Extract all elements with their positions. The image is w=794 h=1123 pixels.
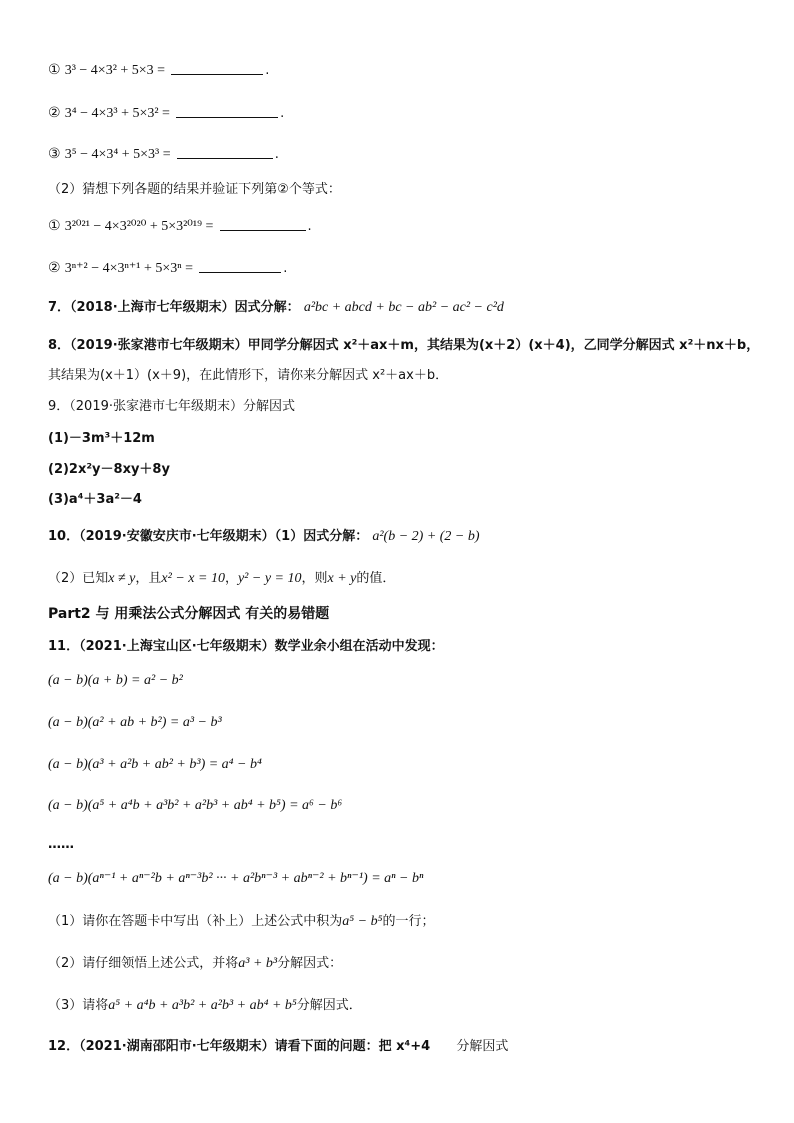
answer-blank[interactable] [199,259,281,273]
q10-label: 10．（2019·安徽安庆市·七年级期末）（1）因式分解： [48,529,369,544]
q11-sub-3 [48,996,362,1016]
q6-item-1 [48,60,269,81]
period: . [283,261,288,276]
text: （1）请你在答题卡中写出（补上）上述公式中积为 [48,914,343,929]
math: a³ + b³ [238,956,278,971]
text: （2）请仔细领悟上述公式，并将 [48,956,239,971]
q6-part2-item-2 [48,258,287,279]
q12-label: 12．（2021·湖南邵阳市·七年级期末）请看下面的问题：把 x⁴+4 [48,1039,431,1054]
formula-3: (a − b)(a³ + a²b + ab² + b³) = a⁴ − b⁴ [48,757,262,772]
q8-line-1 [48,336,759,356]
q11-label [48,637,444,657]
expression: 3²⁰²¹ − 4×3²⁰²⁰ + 5×3²⁰¹⁹ = [64,219,214,234]
formula-1: (a − b)(a + b) = a² − b² [48,673,183,688]
text: ， [224,571,238,586]
marker: ② [48,260,61,276]
q8-line-2 [48,366,448,386]
marker: ③ [48,146,61,162]
q10-part-2 [48,569,395,589]
answer-blank[interactable] [171,61,263,75]
q11-sub-2 [48,954,342,974]
text: ，则 [301,571,328,586]
q7-label: 7．（2018·上海市七年级期末）因式分解： [48,300,300,315]
q7-expression: a²bc + abcd + bc − ab² − ac² − c²d [303,300,504,315]
formula-2: (a − b)(a² + ab + b²) = a³ − b³ [48,715,222,730]
math: a⁵ − b⁵ [342,914,383,929]
formula-4: (a − b)(a⁵ + a⁴b + a³b² + a²b³ + ab⁴ + b⁵) = a⁶ − b⁶ [48,798,343,813]
q6-part2-item-1 [48,216,312,237]
question-10 [48,527,480,547]
marker: ① [48,62,61,78]
q6-item-2 [48,103,284,124]
q6-part2-intro: （2）猜想下列各题的结果并验证下列第②个等式： [48,182,341,197]
answer-blank[interactable] [177,145,273,159]
math: y² − y = 10 [237,571,302,586]
text: 分解因式： [277,956,343,971]
math: x ≠ y [108,571,136,586]
text: 的一行； [382,914,435,929]
period: . [280,106,285,121]
period: . [265,63,270,78]
expression: 3⁴ − 4×3³ + 5×3² = [64,106,170,121]
text: 分解因式． [296,998,362,1013]
expression: 3³ − 4×3² + 5×3 = [64,63,166,78]
q10-expression: a²(b − 2) + (2 − b) [372,529,480,544]
question-12 [48,1037,508,1057]
q12-tail: 分解因式 [456,1039,509,1054]
ellipsis: …… [48,837,74,852]
answer-blank[interactable] [176,104,278,118]
q11-text: 11．（2021·上海宝山区·七年级期末）数学业余小组在活动中发现： [48,639,444,654]
text: （2）已知 [48,571,109,586]
section-heading: Part2 与 用乘法公式分解因式 有关的易错题 [48,606,330,622]
text: ，且 [135,571,162,586]
marker: ① [48,218,61,234]
answer-blank[interactable] [220,217,306,231]
q8-text: 8．（2019·张家港市七年级期末）甲同学分解因式 x²＋ax＋m，其结果为(x＋2）(x＋4)，乙同学分解因式 x²＋nx＋b， [48,338,760,353]
text: 的值． [356,571,396,586]
math: x² − x = 10 [161,571,225,586]
text: （3）请将 [48,998,109,1013]
q8-text-cont: 其结果为(x＋1）(x＋9)，在此情形下，请你来分解因式 x²＋ax＋b． [48,368,449,383]
q11-sub-1 [48,912,434,932]
q9-label: 9．（2019·张家港市七年级期末）分解因式 [48,399,295,414]
q9-item-1: (1)－3m³＋12m [48,431,155,446]
q9-item-2: (2)2x²y－8xy＋8y [48,462,170,477]
question-7 [48,298,504,318]
math: x + y [327,571,357,586]
q9-item-3: (3)a⁴＋3a²－4 [48,492,142,507]
marker: ② [48,105,61,121]
expression: 3⁵ − 4×3⁴ + 5×3³ = [64,147,171,162]
expression: 3ⁿ⁺² − 4×3ⁿ⁺¹ + 5×3ⁿ = [64,261,194,276]
period: . [307,219,312,234]
q6-item-3 [48,144,279,165]
period: . [274,147,279,162]
math: a⁵ + a⁴b + a³b² + a²b³ + ab⁴ + b⁵ [108,998,297,1013]
formula-general: (a − b)(aⁿ⁻¹ + aⁿ⁻²b + aⁿ⁻³b² ··· + a²bⁿ⁻³ + abⁿ⁻² + bⁿ⁻¹) = aⁿ − bⁿ [48,871,424,886]
